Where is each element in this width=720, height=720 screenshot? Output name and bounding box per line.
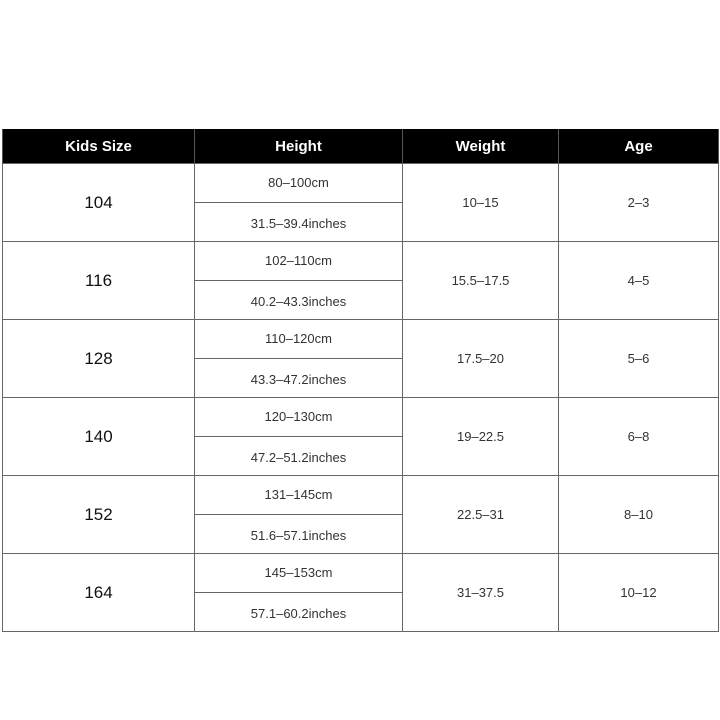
height-cm-cell: 80–100cm (195, 164, 403, 203)
age-cell: 8–10 (559, 476, 719, 554)
weight-cell: 19–22.5 (403, 398, 559, 476)
table-row (3, 242, 719, 281)
kids-size-cell: 128 (3, 320, 195, 398)
height-cm-cell: 131–145cm (195, 476, 403, 515)
height-cm-cell: 102–110cm (195, 242, 403, 281)
age-cell: 5–6 (559, 320, 719, 398)
table-body (3, 164, 719, 632)
kids-size-cell: 116 (3, 242, 195, 320)
header-kids-size: Kids Size (3, 129, 195, 164)
kids-size-cell: 164 (3, 554, 195, 632)
weight-cell: 17.5–20 (403, 320, 559, 398)
age-cell: 2–3 (559, 164, 719, 242)
table-header (3, 129, 719, 164)
height-inches-cell: 51.6–57.1inches (195, 515, 403, 554)
height-cm-cell: 110–120cm (195, 320, 403, 359)
kids-size-cell: 152 (3, 476, 195, 554)
height-inches-cell: 40.2–43.3inches (195, 281, 403, 320)
size-chart-table (2, 129, 719, 632)
age-cell: 10–12 (559, 554, 719, 632)
weight-cell: 31–37.5 (403, 554, 559, 632)
height-inches-cell: 43.3–47.2inches (195, 359, 403, 398)
height-inches-cell: 57.1–60.2inches (195, 593, 403, 632)
weight-cell: 10–15 (403, 164, 559, 242)
weight-cell: 15.5–17.5 (403, 242, 559, 320)
table-row (3, 320, 719, 359)
header-height: Height (195, 129, 403, 164)
kids-size-cell: 140 (3, 398, 195, 476)
age-cell: 6–8 (559, 398, 719, 476)
table-row (3, 476, 719, 515)
header-row (3, 129, 719, 164)
header-age: Age (559, 129, 719, 164)
height-cm-cell: 145–153cm (195, 554, 403, 593)
age-cell: 4–5 (559, 242, 719, 320)
table-row (3, 164, 719, 203)
height-cm-cell: 120–130cm (195, 398, 403, 437)
height-inches-cell: 31.5–39.4inches (195, 203, 403, 242)
kids-size-cell: 104 (3, 164, 195, 242)
table-row (3, 554, 719, 593)
header-weight: Weight (403, 129, 559, 164)
weight-cell: 22.5–31 (403, 476, 559, 554)
table-row (3, 398, 719, 437)
height-inches-cell: 47.2–51.2inches (195, 437, 403, 476)
